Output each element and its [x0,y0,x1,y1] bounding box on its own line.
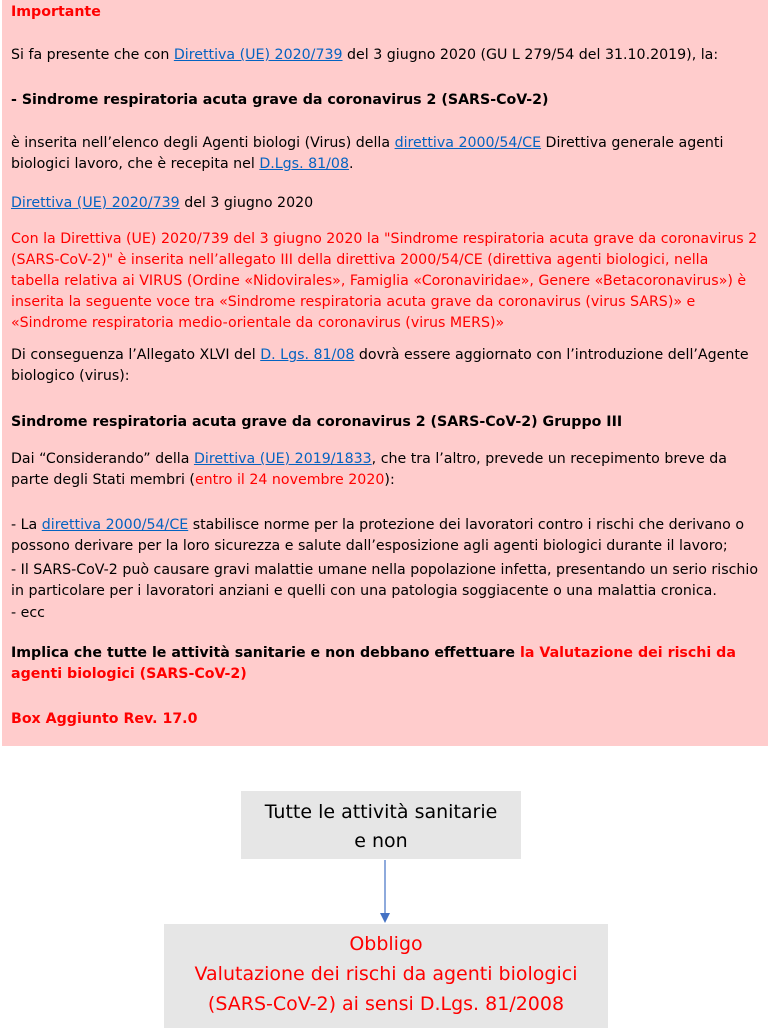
revision-note: Box Aggiunto Rev. 17.0 [11,711,198,727]
flow-box-obligation-line3: (SARS-CoV-2) ai sensi D.Lgs. 81/2008 [207,993,565,1015]
text: - La [11,517,42,533]
paragraph-sars-item: - Sindrome respiratoria acuta grave da coronavirus 2 (SARS-CoV-2) [11,92,549,108]
link-directive-2000-54[interactable]: direttiva 2000/54/CE [394,135,542,151]
text: del 3 giugno 2020 (GU L 279/54 del 31.10.2019), la: [342,47,719,63]
link-directive-2000-54-b[interactable]: direttiva 2000/54/CE [41,517,189,533]
evaluation-text: la Valutazione dei rischi da agenti biologici (SARS-CoV-2) [11,645,736,682]
text: , che tra l’altro, prevede un recepimento breve da parte degli Stati membri ( [11,451,727,488]
flow-box-obligation-line1: Obbligo [349,933,423,955]
link-dlgs-81-08-b[interactable]: D. Lgs. 81/08 [260,347,355,363]
paragraph-bullet-ecc: - ecc [11,605,45,621]
flow-arrow-head [380,913,390,923]
link-dlgs-81-08[interactable]: D.Lgs. 81/08 [259,156,349,172]
text: dovrà essere aggiornato con l’introduzione dell’Agente biologico (virus): [11,347,749,384]
link-directive-2020-739[interactable]: Direttiva (UE) 2020/739 [173,47,343,63]
link-directive-2019-1833[interactable]: Direttiva (UE) 2019/1833 [193,451,372,467]
notice-heading: Importante [11,4,101,20]
paragraph-group-iii: Sindrome respiratoria acuta grave da coronavirus 2 (SARS-CoV-2) Gruppo III [11,414,623,430]
text: Di conseguenza l’Allegato XLVI del [11,347,261,363]
text: Si fa presente che con [11,47,174,63]
text: Direttiva generale agenti biologici lavoro, che è recepita nel [11,135,724,172]
flow-box-activities-line1: Tutte le attività sanitarie [264,801,498,823]
paragraph-red-directive: Con la Direttiva (UE) 2020/739 del 3 giugno 2020 la "Sindrome respiratoria acuta grave da coronavirus 2 (SARS-CoV-2)" è inserita nell’allegato III della direttiva 2000/54/CE (direttiva agenti biologici, nella tabella relativa ai VIRUS (Ordine «Nidovirales», Famiglia «Coronaviridae», Genere «Betacoronavirus») è inserita la seguente voce tra «Sindrome respiratoria acuta grave da coronavirus (virus SARS)» e «Sindrome respiratoria medio-orientale da coronavirus (virus MERS)» [11,231,758,331]
deadline-text: entro il 24 novembre 2020 [194,472,385,488]
text: Dai “Considerando” della [11,451,194,467]
paragraph-bullet-sars: - Il SARS-CoV-2 può causare gravi malattie umane nella popolazione infetta, presentando un serio rischio in particolare per i lavoratori anziani e quelli con una patologia soggiacente o una malattia cronica. [11,562,759,599]
text: del 3 giugno 2020 [179,195,314,211]
flow-box-activities-line2: e non [354,830,408,852]
flow-box-obligation [164,924,608,1028]
link-directive-2020-739-b[interactable]: Direttiva (UE) 2020/739 [11,195,180,211]
flow-box-obligation-line2: Valutazione dei rischi da agenti biologici [194,963,578,985]
text: . [348,156,354,172]
text: Implica che tutte le attività sanitarie e non debbano effettuare [11,645,520,661]
text: stabilisce norme per la protezione dei lavoratori contro i rischi che derivano o possono derivare per la loro sicurezza e salute dall’esposizione agli agenti biologici durante il lavoro; [11,517,745,554]
text: è inserita nell’elenco degli Agenti biologi (Virus) della [11,135,395,151]
text: ): [384,472,395,488]
